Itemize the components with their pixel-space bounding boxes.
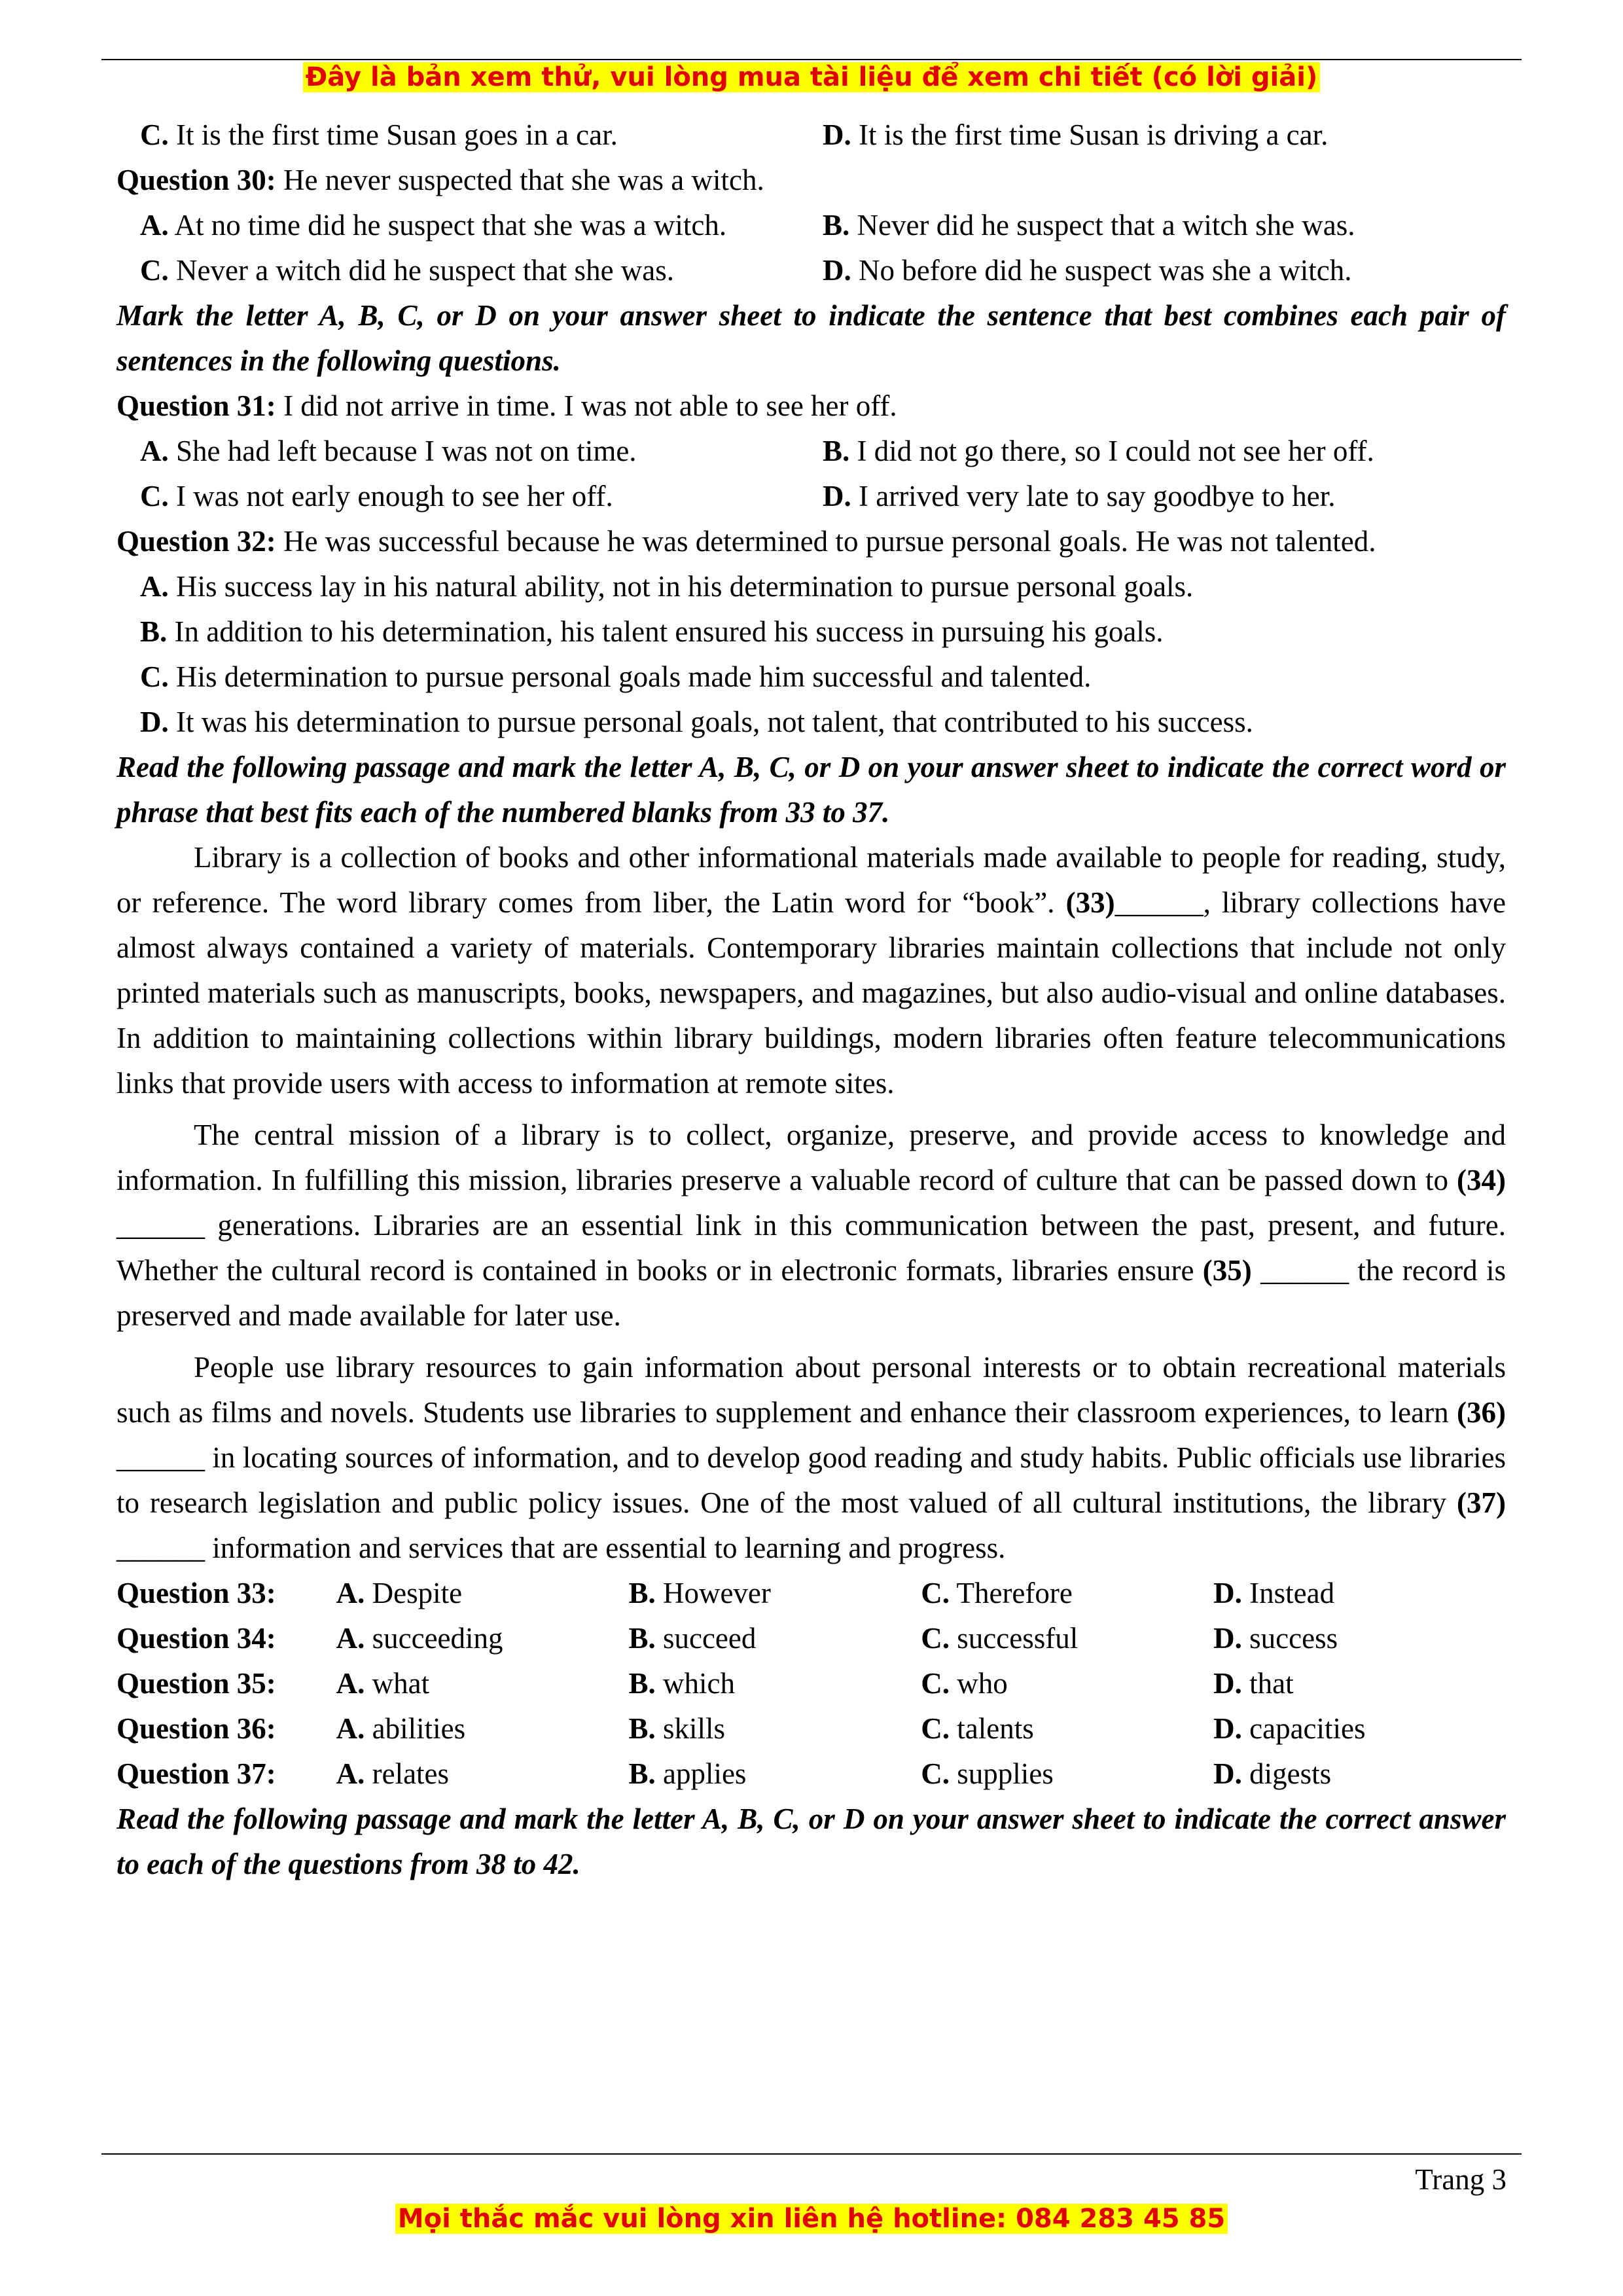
q30-options-cd — [116, 248, 1506, 293]
q34-option-c[interactable]: C. successful — [921, 1622, 1079, 1655]
q36-option-b[interactable]: B. skills — [628, 1712, 726, 1745]
q33-option-a[interactable]: A. Despite — [336, 1577, 463, 1609]
q37-option-d[interactable]: D. digests — [1213, 1757, 1332, 1790]
q36-option-c[interactable]: C. talents — [921, 1712, 1034, 1745]
q31-options-cd — [116, 474, 1506, 519]
q30-option-d[interactable]: D. No before did he suspect was she a witch. — [823, 254, 1352, 287]
question-33: Question 33: A. Despite B. However C. Therefore D. Instead — [116, 1571, 1506, 1616]
q31-option-b[interactable]: B. I did not go there, so I could not see her off. — [823, 435, 1374, 467]
q29-option-d[interactable]: D. It is the first time Susan is driving a car. — [823, 118, 1329, 151]
q37-option-a[interactable]: A. relates — [336, 1757, 450, 1790]
header-banner[interactable] — [0, 60, 1623, 94]
q30-option-c[interactable]: C. Never a witch did he suspect that she was. — [140, 254, 675, 287]
q31-options-ab — [116, 429, 1506, 474]
q35-option-a[interactable]: A. what — [336, 1667, 430, 1700]
q33-option-b[interactable]: B. However — [628, 1577, 771, 1609]
passage-paragraph-3: People use library resources to gain information about personal interests or to obtain recreational materials such as films and novels. Students use libraries to supplement and enhance their classroom experiences, to learn (36) ______ in locating sources of information, and to develop good reading and study habits. Public officials use libraries to research legislation and public policy issues. One of the most valued of all cultural institutions, the library (37) ______ information and services that are essential to learning and progress. — [116, 1351, 1506, 1564]
q33-option-c[interactable]: C. Therefore — [921, 1577, 1073, 1609]
q29-option-c[interactable]: C. It is the first time Susan goes in a car. — [140, 118, 618, 151]
q31-option-c[interactable]: C. I was not early enough to see her off. — [140, 480, 613, 512]
q34-option-a[interactable]: A. succeeding — [336, 1622, 503, 1655]
q30-option-b[interactable]: B. Never did he suspect that a witch she was. — [823, 209, 1355, 242]
footer-banner-text: Mọi thắc mắc vui lòng xin liên hệ hotline: 084 283 45 85 — [395, 2204, 1228, 2234]
question-37: Question 37: A. relates B. applies C. supplies D. digests — [116, 1751, 1506, 1797]
q35-option-d[interactable]: D. that — [1213, 1667, 1294, 1700]
q32-option-c[interactable]: C. His determination to pursue personal goals made him successful and talented. — [140, 660, 1092, 693]
q37-option-b[interactable]: B. applies — [628, 1757, 747, 1790]
q31-option-a[interactable]: A. She had left because I was not on time. — [140, 435, 637, 467]
q33-option-d[interactable]: D. Instead — [1213, 1577, 1335, 1609]
question-35: Question 35: A. what B. which C. who D. that — [116, 1661, 1506, 1706]
q37-option-c[interactable]: C. supplies — [921, 1757, 1054, 1790]
q36-option-d[interactable]: D. capacities — [1213, 1712, 1366, 1745]
question-30: Question 30: He never suspected that she was a witch. — [116, 164, 764, 196]
q34-option-d[interactable]: D. success — [1213, 1622, 1338, 1655]
instruction-passage-38-42: Read the following passage and mark the letter A, B, C, or D on your answer sheet to indicate the correct answer to each of the questions from 38 to 42. — [116, 1803, 1506, 1880]
q32-option-b[interactable]: B. In addition to his determination, his talent ensured his success in pursuing his goals. — [140, 615, 1164, 648]
question-32: Question 32: He was successful because he was determined to pursue personal goals. He was not talented. — [116, 525, 1376, 558]
header-banner-text: Đây là bản xem thử, vui lòng mua tài liệu để xem chi tiết (có lời giải) — [303, 62, 1320, 92]
q35-option-c[interactable]: C. who — [921, 1667, 1008, 1700]
page-number: Trang 3 — [1415, 2163, 1507, 2196]
question-31: Question 31: I did not arrive in time. I was not able to see her off. — [116, 389, 897, 422]
passage-paragraph-2: The central mission of a library is to collect, organize, preserve, and provide access to knowledge and information. In fulfilling this mission, libraries preserve a valuable record of culture that can be passed down to (34) ______ generations. Libraries are an essential link in this communication between the past, present, and future. Whether the cultural record is contained in books or in electronic formats, libraries ensure (35) ______ the record is preserved and made available for later use. — [116, 1119, 1506, 1332]
q30-options-ab — [116, 203, 1506, 248]
footer-banner[interactable] — [0, 2202, 1623, 2236]
instruction-combine: Mark the letter A, B, C, or D on your answer sheet to indicate the sentence that best combines each pair of sentences in the following questions. — [116, 299, 1506, 377]
q32-option-a[interactable]: A. His success lay in his natural ability, not in his determination to pursue personal goals. — [140, 570, 1194, 603]
q32-option-d[interactable]: D. It was his determination to pursue personal goals, not talent, that contributed to his success. — [140, 706, 1253, 738]
page-content — [116, 113, 1506, 1887]
passage-paragraph-1: Library is a collection of books and other informational materials made available to people for reading, study, or reference. The word library comes from liber, the Latin word for “book”. (33)______, library collections have almost always contained a variety of materials. Contemporary libraries maintain collections that include not only printed materials such as manuscripts, books, newspapers, and magazines, but also audio-visual and online databases. In addition to maintaining collections within library buildings, modern libraries often feature telecommunications links that provide users with access to information at remote sites. — [116, 841, 1506, 1100]
question-36: Question 36: A. abilities B. skills C. talents D. capacities — [116, 1706, 1506, 1751]
question-34: Question 34: A. succeeding B. succeed C. successful D. success — [116, 1616, 1506, 1661]
q30-option-a[interactable]: A. At no time did he suspect that she was a witch. — [140, 209, 727, 242]
instruction-passage-33-37: Read the following passage and mark the letter A, B, C, or D on your answer sheet to indicate the correct word or phrase that best fits each of the numbered blanks from 33 to 37. — [116, 751, 1506, 829]
q29-options-cd — [116, 113, 1506, 158]
q31-option-d[interactable]: D. I arrived very late to say goodbye to her. — [823, 480, 1336, 512]
q35-option-b[interactable]: B. which — [628, 1667, 735, 1700]
q36-option-a[interactable]: A. abilities — [336, 1712, 466, 1745]
footer-rule — [101, 2153, 1522, 2155]
q34-option-b[interactable]: B. succeed — [628, 1622, 757, 1655]
